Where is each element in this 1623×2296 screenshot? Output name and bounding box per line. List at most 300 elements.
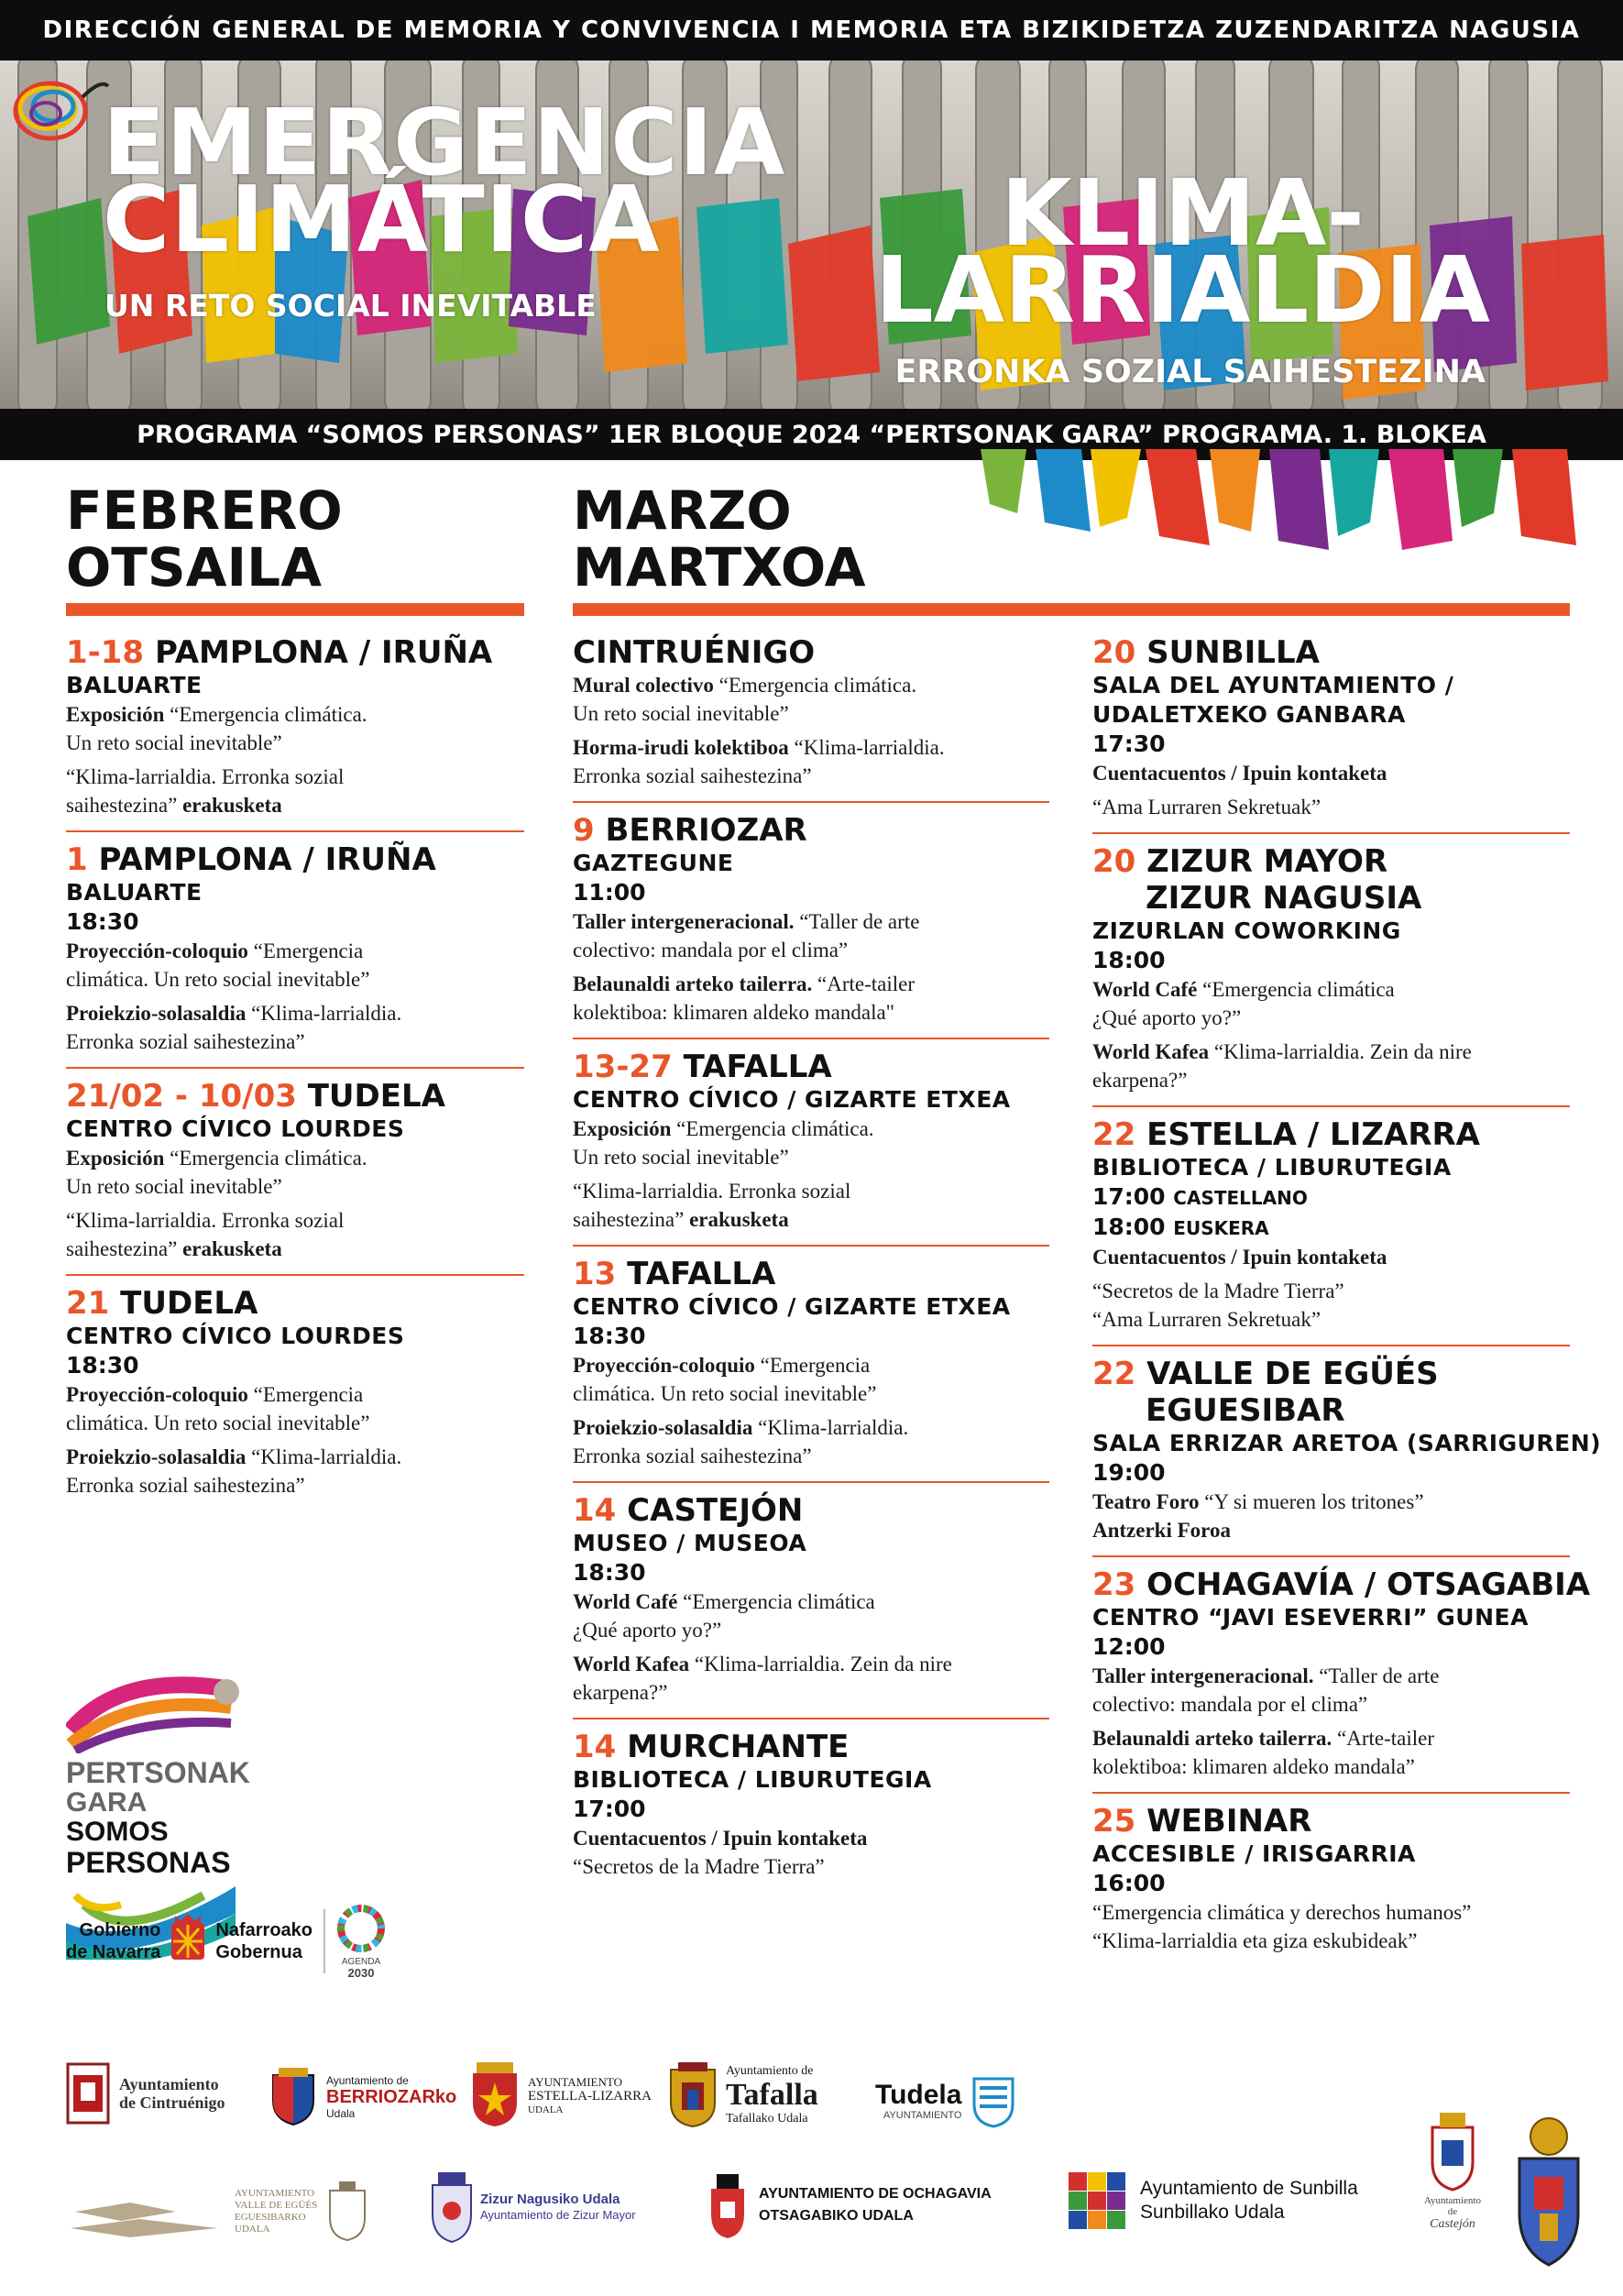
tafalla-shield-icon <box>667 2062 718 2128</box>
event-line <box>66 1380 524 1409</box>
event-line: Un reto social inevitable” <box>66 731 282 754</box>
month-march-es: MARZO <box>573 479 792 542</box>
event-line <box>1092 1038 1570 1066</box>
event-title <box>66 1078 524 1115</box>
logo-valle-egues <box>66 2181 368 2242</box>
tudela-line2: AYUNTAMIENTO <box>883 2109 962 2121</box>
event-line: climática. Un reto social inevitable” <box>66 968 370 991</box>
top-institution-bar <box>0 0 1623 60</box>
event-card <box>1092 1346 1602 1557</box>
event-line: ekarpena?” <box>573 1681 668 1704</box>
event-line: “Ama Lurraren Sekretuak” <box>1092 1308 1321 1331</box>
agenda-year: 2030 <box>347 1965 375 1980</box>
event-line: “Klima-larrialdia eta giza eskubideak” <box>1092 1929 1418 1952</box>
event-title <box>573 812 1049 849</box>
event-card <box>1092 1794 1570 1966</box>
event-line <box>573 1205 1049 1234</box>
event-venue: MUSEO / MUSEOA <box>573 1530 807 1556</box>
agenda-2030-logo <box>336 1904 386 1980</box>
event-venue: BIBLIOTECA / LIBURUTEGIA <box>1092 1154 1452 1181</box>
event-text: “Klima-larrialdia. <box>788 736 945 759</box>
event-venue: CENTRO CÍVICO LOURDES <box>66 1115 405 1142</box>
event-line <box>66 1144 524 1172</box>
agenda-text: AGENDA <box>341 1956 381 1967</box>
cintruenigo-text <box>119 2075 225 2112</box>
event-kind: Exposición <box>66 1147 165 1170</box>
event-place: PAMPLONA / IRUÑA <box>154 634 493 671</box>
event-card <box>573 803 1049 1039</box>
pertsonak-gara-logo <box>66 1666 250 1886</box>
gobierno-eu-line2: Gobernua <box>215 1942 302 1962</box>
event-venue: BALUARTE <box>66 672 203 698</box>
zizur-line1: Zizur Nagusiko Udala <box>480 2192 620 2207</box>
berriozar-line2: BERRIOZARko <box>326 2087 457 2107</box>
hero-title-eu-line1: KLIMA- <box>1001 159 1365 267</box>
event-card <box>1092 625 1570 834</box>
event-line <box>66 791 524 819</box>
event-line <box>1092 1724 1570 1752</box>
event-title <box>1092 1356 1570 1392</box>
event-date: 1-18 <box>66 634 145 671</box>
logo-zizur <box>429 2170 636 2244</box>
tudela-line1: Tudela <box>875 2079 962 2110</box>
estella-line3: UDALA <box>528 2104 564 2115</box>
ochagavia-shield-icon <box>707 2170 748 2240</box>
gobierno-es-line1: Gobierno <box>79 1920 161 1940</box>
event-text: “Y si mueren los tritones” <box>1199 1490 1424 1513</box>
event-kind: Belaunaldi arteko tailerra. <box>1092 1727 1332 1750</box>
event-venue: BALUARTE <box>66 879 203 906</box>
event-title <box>1092 1566 1591 1603</box>
event-time: 18:30 <box>66 908 139 935</box>
egues-line1: AYUNTAMIENTO <box>235 2188 315 2199</box>
logo-tafalla <box>667 2062 818 2128</box>
event-date: 22 <box>1092 1116 1136 1153</box>
event-place: BERRIOZAR <box>605 812 807 849</box>
event-place: TAFALLA <box>683 1049 832 1085</box>
event-title <box>66 634 524 671</box>
event-venue: BIBLIOTECA / LIBURUTEGIA <box>573 1766 932 1793</box>
event-title <box>573 634 1049 671</box>
event-line: kolektiboa: klimaren aldeko mandala” <box>1092 1755 1415 1778</box>
event-place: TUDELA <box>120 1285 258 1322</box>
event-line <box>573 1587 1049 1616</box>
event-line <box>573 907 1049 936</box>
event-line: ekarpena?” <box>1092 1069 1188 1092</box>
event-title <box>573 1729 1049 1765</box>
event-line <box>1092 1488 1570 1516</box>
event-kind: erakusketa <box>177 794 282 817</box>
month-march <box>573 479 866 599</box>
event-place: MURCHANTE <box>627 1729 850 1765</box>
event-place: SUNBILLA <box>1146 634 1320 671</box>
institution-name: DIRECCIÓN GENERAL DE MEMORIA Y CONVIVENCIA I MEMORIA ETA BIZIKIDETZA ZUZENDARITZA NAGUSIA <box>42 16 1581 44</box>
event-text: saihestezina” <box>66 794 178 817</box>
egues-line3: EGUESIBARKO <box>235 2212 306 2223</box>
event-text: saihestezina” <box>66 1237 178 1260</box>
gobierno-eu <box>215 1919 313 1963</box>
event-text: “Klima-larrialdia. <box>246 1445 402 1468</box>
event-line <box>1092 1662 1570 1690</box>
event-line <box>573 671 1049 699</box>
event-language: CASTELLANO <box>1173 1187 1308 1209</box>
event-title <box>66 841 524 878</box>
event-line <box>573 1351 1049 1379</box>
event-kind: Proyección-coloquio <box>66 1383 248 1406</box>
castejon-shield-icon <box>1427 2113 1478 2192</box>
hero-title-es <box>103 89 786 273</box>
berriozar-line3: Udala <box>326 2107 356 2120</box>
cintruenigo-line1: Ayuntamiento <box>119 2075 219 2093</box>
event-place: CINTRUÉNIGO <box>573 634 816 671</box>
ochagavia-line1: AYUNTAMIENTO DE OCHAGAVIA <box>759 2186 992 2202</box>
hero-subtitle-es: UN RETO SOCIAL INEVITABLE <box>104 288 597 324</box>
event-kind: World Kafea <box>1092 1040 1210 1063</box>
memoria-logo-icon <box>0 60 110 152</box>
castejon-line1: Ayuntamiento de <box>1424 2195 1481 2217</box>
event-place: CASTEJÓN <box>627 1492 804 1529</box>
pertsonak-gara-swirl-icon <box>66 1666 240 1753</box>
event-kind: Horma-irudi kolektiboa <box>573 736 789 759</box>
gara-text: GARA <box>66 1787 147 1818</box>
gobierno-navarra-logo <box>66 1905 386 1978</box>
event-place: PAMPLONA / IRUÑA <box>98 841 436 878</box>
murchante-crest-icon <box>1512 2113 1585 2269</box>
event-line: “Emergencia climática y derechos humanos” <box>1092 1901 1472 1924</box>
event-time-value: 18:00 <box>1092 1214 1166 1240</box>
event-card <box>1092 834 1570 1107</box>
event-line: kolektiboa: klimaren aldeko mandala" <box>573 1001 895 1024</box>
event-text: “Emergencia climática <box>1197 978 1395 1001</box>
event-text: saihestezina” <box>573 1208 685 1231</box>
event-kind: Proiekzio-solasaldia <box>573 1416 753 1439</box>
event-venue: CENTRO CÍVICO / GIZARTE ETXEA <box>573 1293 1011 1320</box>
march-events-col-a <box>573 625 1049 1892</box>
event-card <box>1092 1557 1591 1794</box>
event-kind: erakusketa <box>684 1208 789 1231</box>
event-text: “Emergencia climática. <box>671 1117 874 1140</box>
event-line: “Klima-larrialdia. Erronka sozial <box>66 1209 345 1232</box>
hero-title-eu <box>874 159 1490 344</box>
event-time-value: 17:00 <box>1092 1183 1166 1210</box>
event-kind: Proiekzio-solasaldia <box>66 1002 247 1025</box>
logo-cintruenigo <box>66 2062 225 2125</box>
egues-line4: UDALA <box>235 2224 270 2235</box>
event-date: 22 <box>1092 1356 1136 1392</box>
sunbilla-line2: Sunbillako Udala <box>1140 2202 1285 2223</box>
event-time: 11:00 <box>573 879 646 906</box>
event-line: Erronka sozial saihestezina” <box>66 1030 305 1053</box>
event-date: 9 <box>573 812 595 849</box>
event-date: 1 <box>66 841 88 878</box>
month-february-es: FEBRERO <box>66 479 343 542</box>
event-time: 18:30 <box>573 1323 646 1349</box>
event-text: “Klima-larrialdia. Zein da nire <box>689 1653 952 1675</box>
event-line <box>1092 1243 1570 1271</box>
event-place: OCHAGAVÍA / OTSAGABIA <box>1146 1566 1591 1603</box>
event-time: 18:30 <box>573 1559 646 1586</box>
event-line <box>1092 975 1570 1004</box>
event-time: 19:00 <box>1092 1459 1166 1486</box>
ribbon-decoration <box>944 449 1585 555</box>
event-text: “Taller de arte <box>794 910 920 933</box>
event-card <box>66 1276 524 1511</box>
event-date: 20 <box>1092 634 1136 671</box>
event-place-alt: ZIZUR NAGUSIA <box>1146 880 1422 917</box>
event-line: climática. Un reto social inevitable” <box>66 1412 370 1434</box>
gobierno-es <box>66 1919 160 1963</box>
sdg-wheel-icon <box>336 1904 386 1953</box>
month-february <box>66 479 343 599</box>
event-title <box>573 1492 1049 1529</box>
event-title <box>1092 843 1570 880</box>
egues-line2: VALLE DE EGÜÉS <box>235 2200 318 2211</box>
event-card <box>66 1069 524 1276</box>
march-divider <box>573 603 1570 616</box>
event-place: WEBINAR <box>1146 1803 1312 1840</box>
event-text: “Emergencia <box>247 939 364 962</box>
event-line <box>1092 759 1570 787</box>
event-line: climática. Un reto social inevitable” <box>573 1382 877 1405</box>
event-text: “Emergencia climática <box>677 1590 875 1613</box>
event-time <box>1092 1182 1570 1213</box>
event-card <box>573 625 1049 803</box>
egues-text <box>235 2188 317 2236</box>
event-text: “Klima-larrialdia. <box>246 1002 402 1025</box>
logo-estella-lizarra <box>469 2062 652 2128</box>
gara-somos-text <box>66 1788 240 1847</box>
month-february-eu: OTSAILA <box>66 536 322 599</box>
event-line <box>66 1443 524 1471</box>
event-line: “Klima-larrialdia. Erronka sozial <box>573 1180 851 1203</box>
tudela-text <box>875 2081 961 2122</box>
event-venue: CENTRO CÍVICO / GIZARTE ETXEA <box>573 1086 1011 1113</box>
event-line: colectivo: mandala por el clima” <box>1092 1693 1368 1716</box>
event-venue: CENTRO CÍVICO LOURDES <box>66 1323 405 1349</box>
event-line: “Ama Lurraren Sekretuak” <box>1092 796 1321 818</box>
event-place: TAFALLA <box>627 1256 776 1292</box>
castejon-line2: Castejón <box>1430 2217 1475 2231</box>
egues-shield-icon <box>326 2181 368 2242</box>
event-line <box>66 1235 524 1263</box>
logo-sunbilla <box>1069 2172 1358 2229</box>
event-kind: World Café <box>1092 978 1198 1001</box>
program-title: PROGRAMA “SOMOS PERSONAS” 1ER BLOQUE 2024 “PERTSONAK GARA” PROGRAMA. 1. BLOKEA <box>137 420 1486 449</box>
event-line: Un reto social inevitable” <box>66 1175 282 1198</box>
event-title <box>1092 1116 1570 1153</box>
event-card <box>573 1719 1049 1892</box>
egues-landscape-icon <box>66 2184 222 2239</box>
event-kind: Antzerki Foroa <box>1092 1519 1231 1542</box>
event-kind: Proyección-coloquio <box>66 939 248 962</box>
event-venue: CENTRO “JAVI ESEVERRI” GUNEA <box>1092 1604 1529 1631</box>
cintruenigo-line2: de Cintruénigo <box>119 2093 225 2112</box>
estella-line2: ESTELLA-LIZARRA <box>528 2088 652 2104</box>
event-line <box>1092 1516 1570 1544</box>
hero-subtitle-eu: ERRONKA SOZIAL SAIHESTEZINA <box>894 354 1486 390</box>
event-text: “Taller de arte <box>1313 1664 1440 1687</box>
berriozar-text <box>326 2074 456 2120</box>
hero-title-eu-line2: LARRIALDIA <box>874 236 1490 344</box>
event-time: 16:00 <box>1092 1870 1166 1896</box>
march-events-col-b <box>1092 625 1602 1966</box>
event-kind: World Kafea <box>573 1653 690 1675</box>
event-place: TUDELA <box>307 1078 445 1115</box>
event-date: 13-27 <box>573 1049 673 1085</box>
event-kind: Cuentacuentos / Ipuin kontaketa <box>1092 762 1387 785</box>
event-venue: SALA DEL AYUNTAMIENTO / <box>1092 672 1454 698</box>
event-place: VALLE DE EGÜÉS <box>1146 1356 1439 1392</box>
event-kind: erakusketa <box>177 1237 282 1260</box>
event-venue: ZIZURLAN COWORKING <box>1092 917 1401 944</box>
event-date: 13 <box>573 1256 617 1292</box>
event-line: Un reto social inevitable” <box>573 702 789 725</box>
event-line <box>66 700 524 729</box>
event-date: 21/02 - 10/03 <box>66 1078 297 1115</box>
event-line: Erronka sozial saihestezina” <box>573 764 812 787</box>
zizur-line2: Ayuntamiento de Zizur Mayor <box>480 2208 636 2222</box>
zizur-text <box>480 2192 636 2223</box>
event-text: “Emergencia climática. <box>164 703 367 726</box>
event-date: 20 <box>1092 843 1136 880</box>
hero-title-es-line2: CLIMÁTICA <box>103 166 661 273</box>
berriozar-shield-icon <box>266 2068 321 2126</box>
event-card <box>1092 1107 1570 1346</box>
event-card <box>66 832 524 1069</box>
event-place: ZIZUR MAYOR <box>1146 843 1388 880</box>
personas-text: PERSONAS <box>66 1846 231 1879</box>
event-venue: ACCESIBLE / IRISGARRIA <box>1092 1840 1416 1867</box>
event-place: ESTELLA / LIZARRA <box>1146 1116 1480 1153</box>
tudela-shield-icon <box>971 2073 1016 2128</box>
event-text: “Emergencia <box>754 1354 871 1377</box>
tafalla-text <box>726 2064 818 2126</box>
logo-castejon <box>1420 2113 1485 2231</box>
hero-banner <box>0 60 1623 409</box>
event-kind: Cuentacuentos / Ipuin kontaketa <box>573 1827 868 1850</box>
event-card <box>573 1483 1049 1719</box>
zizur-shield-icon <box>429 2170 475 2244</box>
event-title <box>1092 1803 1570 1840</box>
logo-ochagavia <box>707 2170 992 2240</box>
february-divider <box>66 603 524 616</box>
logo-tudela <box>875 2073 1016 2128</box>
event-kind: Exposición <box>573 1117 672 1140</box>
event-line <box>573 1115 1049 1143</box>
event-text: “Arte-tailer <box>812 972 916 995</box>
event-title <box>573 1049 1049 1085</box>
month-march-eu: MARTXOA <box>573 536 866 599</box>
tafalla-line1: Ayuntamiento de <box>726 2064 814 2078</box>
event-date: 21 <box>66 1285 110 1322</box>
event-kind: Exposición <box>66 703 165 726</box>
sunbilla-line1: Ayuntamiento de Sunbilla <box>1140 2178 1358 2199</box>
event-kind: Proiekzio-solasaldia <box>66 1445 247 1468</box>
event-line <box>573 1650 1049 1678</box>
tafalla-line3: Tafallako Udala <box>726 2112 808 2126</box>
event-line: Erronka sozial saihestezina” <box>66 1474 305 1497</box>
event-line: “Secretos de la Madre Tierra” <box>573 1855 825 1878</box>
sunbilla-mosaic-icon <box>1069 2172 1125 2229</box>
estella-text <box>528 2075 652 2116</box>
event-kind: Mural colectivo <box>573 674 714 697</box>
event-text: “Klima-larrialdia. <box>752 1416 909 1439</box>
event-line <box>573 1824 1049 1852</box>
event-venue: GAZTEGUNE <box>573 850 734 876</box>
event-title <box>66 1285 524 1322</box>
event-text: “Emergencia climática. <box>164 1147 367 1170</box>
event-line <box>573 970 1049 998</box>
event-title <box>573 1256 1049 1292</box>
event-kind: Cuentacuentos / Ipuin kontaketa <box>1092 1246 1387 1269</box>
event-kind: Teatro Foro <box>1092 1490 1200 1513</box>
cintruenigo-shield-icon <box>66 2062 110 2125</box>
event-venue: SALA ERRIZAR ARETOA (SARRIGUREN) <box>1092 1430 1602 1456</box>
logo-berriozar <box>266 2068 456 2126</box>
event-text: “Emergencia climática. <box>713 674 917 697</box>
event-kind: Taller intergeneracional. <box>573 910 795 933</box>
event-date: 14 <box>573 1729 617 1765</box>
event-time <box>1092 1213 1570 1243</box>
event-kind: World Café <box>573 1590 678 1613</box>
berriozar-line1: Ayuntamiento de <box>326 2074 409 2087</box>
event-kind: Taller intergeneracional. <box>1092 1664 1314 1687</box>
event-line: ¿Qué aporto yo?” <box>573 1619 722 1642</box>
event-kind: Belaunaldi arteko tailerra. <box>573 972 813 995</box>
somos-text: SOMOS <box>66 1817 169 1847</box>
navarra-shield-icon <box>168 1912 208 1971</box>
event-line <box>573 733 1049 762</box>
event-line: “Klima-larrialdia. Erronka sozial <box>66 765 345 788</box>
event-line: “Secretos de la Madre Tierra” <box>1092 1280 1344 1302</box>
event-line <box>66 999 524 1027</box>
event-kind: Proyección-coloquio <box>573 1354 755 1377</box>
event-text: “Klima-larrialdia. Zein da nire <box>1209 1040 1472 1063</box>
event-card <box>66 625 524 832</box>
event-date: 25 <box>1092 1803 1136 1840</box>
event-text: “Emergencia <box>247 1383 364 1406</box>
event-time: 18:00 <box>1092 947 1166 973</box>
event-time: 18:30 <box>66 1352 139 1379</box>
event-date: 23 <box>1092 1566 1136 1603</box>
gobierno-es-line2: de Navarra <box>66 1942 161 1962</box>
february-events <box>66 625 524 1511</box>
event-line: Erronka sozial saihestezina” <box>573 1445 812 1467</box>
gobierno-eu-line1: Nafarroako <box>215 1920 313 1940</box>
event-line: Un reto social inevitable” <box>573 1146 789 1169</box>
event-line <box>573 1413 1049 1442</box>
sunbilla-text <box>1140 2177 1358 2225</box>
hero-title-es-line1: EMERGENCIA <box>103 89 786 196</box>
event-date: 14 <box>573 1492 617 1529</box>
event-card <box>573 1039 1049 1247</box>
ochagavia-line2: OTSAGABIKO UDALA <box>759 2208 914 2224</box>
event-line <box>66 937 524 965</box>
pertsonak-text: PERTSONAK <box>66 1756 250 1789</box>
estella-shield-icon <box>469 2062 521 2128</box>
estella-line1: AYUNTAMIENTO <box>528 2074 622 2089</box>
event-time: 17:30 <box>1092 731 1166 757</box>
ochagavia-text <box>759 2183 992 2227</box>
event-time: 17:00 <box>573 1796 646 1822</box>
event-title <box>1092 634 1570 671</box>
event-card <box>573 1247 1049 1483</box>
event-place-alt: EGUESIBAR <box>1146 1392 1345 1429</box>
event-venue: UDALETXEKO GANBARA <box>1092 701 1406 728</box>
event-time: 12:00 <box>1092 1633 1166 1660</box>
event-line: colectivo: mandala por el clima” <box>573 939 849 961</box>
event-line: ¿Qué aporto yo?” <box>1092 1006 1242 1029</box>
